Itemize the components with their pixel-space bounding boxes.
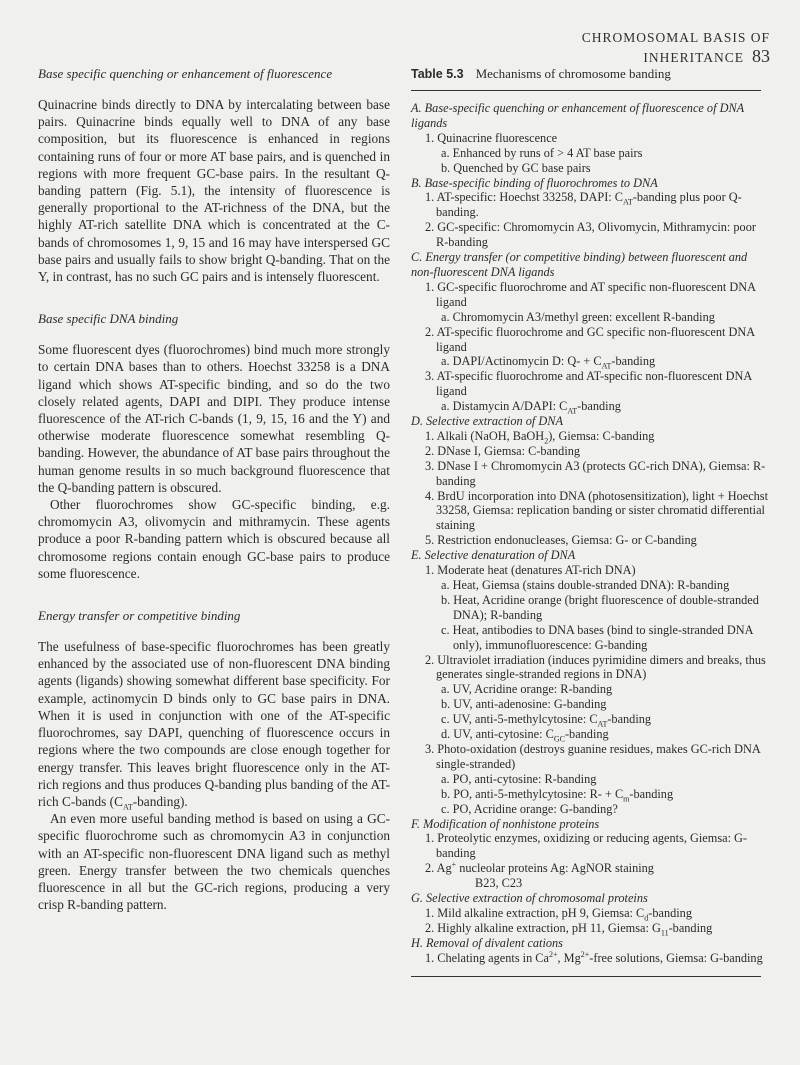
section-heading-quenching: Base specific quenching or enhancement of fluorescence bbox=[38, 66, 333, 81]
left-column bbox=[38, 66, 390, 913]
table-section: A. Base-specific quenching or enhancement of fluorescence of DNA ligands bbox=[411, 101, 744, 130]
table-subitem: b. Heat, Acridine orange (bright fluorescence of double-stranded DNA); R-banding bbox=[441, 592, 759, 622]
page-number: 83 bbox=[752, 46, 770, 66]
item-text: -banding bbox=[607, 712, 652, 727]
table-caption bbox=[411, 66, 768, 82]
table-label: Table 5.3 bbox=[411, 67, 464, 81]
table-subitem: a. Enhanced by runs of > 4 AT base pairs bbox=[441, 145, 643, 160]
table-item bbox=[422, 429, 768, 444]
table-bottom-rule bbox=[411, 976, 761, 977]
table-subitem: b. UV, anti-adenosine: G-banding bbox=[441, 697, 607, 712]
item-text: b. PO, anti-5-methylcytosine: R- + C bbox=[441, 786, 624, 801]
item-text: -banding bbox=[668, 920, 713, 935]
subscript: GC bbox=[553, 734, 565, 744]
subscript: AT bbox=[623, 197, 633, 207]
table-item: 2. DNase I, Giemsa: C-banding bbox=[425, 443, 581, 458]
paragraph: An even more useful banding method is based on using a GC-specific fluorochrome such as chromomycin A3 in conjunction with an AT-specific non-fluorescent DNA ligand such as methyl green. Energy transfer between the two chemicals quenches fluorescence in all but the GC-rich regions, producing a very crisp R-banding pattern. bbox=[38, 811, 390, 913]
item-text: -banding bbox=[611, 354, 656, 369]
table-item bbox=[422, 921, 768, 936]
table-item-continuation: B23, C23 bbox=[475, 876, 523, 891]
table-subitem: a. PO, anti-cytosine: R-banding bbox=[441, 771, 597, 786]
table-item: 5. Restriction endonucleases, Giemsa: G- or C-banding bbox=[425, 533, 697, 548]
subscript: AT bbox=[567, 406, 578, 416]
table-subitem bbox=[423, 787, 768, 802]
table-item: 1. Moderate heat (denatures AT-rich DNA) bbox=[425, 563, 636, 578]
table-item: 4. BrdU incorporation into DNA (photosensitization), light + Hoechst 33258, Giemsa: replication banding or sister chromatid differential staining bbox=[425, 488, 769, 533]
paragraph: Some fluorescent dyes (fluorochromes) bind much more strongly to certain DNA bases than to others. Hoechst 33258 is a DNA ligand which shows AT-specific binding, and so do the two closely related agents, DAPI and DIPI. They produce intense fluorescence of the AT-rich C-bands (1, 9, 15, 16 and the Y) and otherwise moderate fluorescence somewhat resembling Q-banding. However, the abundance of AT base pairs throughout the human genome results in so much background fluorescence that the Q-banding pattern is obscured. bbox=[38, 342, 390, 495]
table-item: 2. GC-specific: Chromomycin A3, Olivomycin, Mithramycin: poor R-banding bbox=[425, 220, 756, 250]
table-subitem bbox=[423, 727, 768, 742]
item-text: a. Distamycin A/DAPI: C bbox=[441, 399, 568, 414]
table-section: F. Modification of nonhistone proteins bbox=[411, 816, 600, 831]
subscript: d bbox=[644, 913, 649, 923]
table-subitem bbox=[423, 399, 768, 414]
table-column bbox=[411, 66, 768, 987]
superscript: 2+ bbox=[548, 949, 558, 959]
paragraph: Other fluorochromes show GC-specific binding, e.g. chromomycin A3, olivomycin and mithramycin. These agents produce a poor R-banding pattern which is obscured because all chromosome regions contain enough GC-base pairs to produce some fluorescence. bbox=[38, 497, 390, 581]
table-body bbox=[411, 101, 768, 966]
item-text: -banding bbox=[564, 727, 609, 742]
table-section: E. Selective denaturation of DNA bbox=[411, 548, 576, 563]
item-text: c. UV, anti-5-methylcytosine: C bbox=[441, 712, 598, 727]
paragraph-text: The usefulness of base-specific fluorochromes has been greatly enhanced by the associated use of non-fluorescent DNA binding agents (ligands) showing somewhat different base specificity. For example, actinomycin D binds only to GC base pairs in DNA. When it is used in conjunction with one of the AT-specific fluorochromes, say DAPI, quenching of fluorescence occurs in regions where the two compounds are close enough together for energy transfer. This leaves bright fluorescence only in the AT-rich regions and thus produces Q-banding plus banding of the AT-rich C-bands (C bbox=[38, 639, 390, 809]
table-subitem: a. Chromomycin A3/methyl green: excellent R-banding bbox=[441, 309, 715, 324]
item-text: 1. Chelating agents in Ca bbox=[425, 950, 549, 965]
table-section: G. Selective extraction of chromosomal proteins bbox=[411, 891, 648, 906]
item-text: 1. Alkali (NaOH, BaOH bbox=[425, 428, 545, 443]
table-subitem: b. Quenched by GC base pairs bbox=[441, 160, 591, 175]
table-section: D. Selective extraction of DNA bbox=[411, 414, 563, 429]
paragraph-text: -banding). bbox=[132, 793, 188, 809]
section-heading-energy-transfer: Energy transfer or competitive binding bbox=[38, 608, 241, 624]
superscript: + bbox=[451, 860, 457, 870]
item-text: -banding bbox=[629, 786, 674, 801]
table-item bbox=[422, 861, 768, 876]
table-item: 1. GC-specific fluorochrome and AT specific non-fluorescent DNA ligand bbox=[425, 279, 756, 309]
table-item: 3. DNase I + Chromomycin A3 (protects GC-rich DNA), Giemsa: R-banding bbox=[425, 458, 766, 488]
item-text: 1. AT-specific: Hoechst 33258, DAPI: C bbox=[425, 190, 623, 205]
table-item bbox=[422, 951, 768, 966]
subscript: AT bbox=[597, 719, 608, 729]
table-section: B. Base-specific binding of fluorochromes to DNA bbox=[411, 175, 658, 190]
table-item: 1. Quinacrine fluorescence bbox=[425, 130, 558, 145]
table-subitem bbox=[423, 354, 768, 369]
table-title: Mechanisms of chromosome banding bbox=[475, 66, 671, 81]
item-text: 1. Mild alkaline extraction, pH 9, Giemsa: C bbox=[425, 905, 645, 920]
table-item: 3. AT-specific fluorochrome and AT-specific non-fluorescent DNA ligand bbox=[425, 369, 752, 399]
item-text: nucleolar proteins Ag: AgNOR staining bbox=[456, 861, 654, 876]
running-header bbox=[480, 30, 770, 67]
section-heading-binding: Base specific DNA binding bbox=[38, 311, 179, 327]
item-text: a. DAPI/Actinomycin D: Q- + C bbox=[441, 354, 602, 369]
table-item bbox=[422, 190, 768, 220]
table-subitem: c. Heat, antibodies to DNA bases (bind to single-stranded DNA only), immunofluorescence: G-banding bbox=[441, 622, 753, 652]
table-item: 3. Photo-oxidation (destroys guanine residues, makes GC-rich DNA single-stranded) bbox=[425, 741, 761, 771]
table-item bbox=[422, 906, 768, 921]
item-text: d. UV, anti-cytosine: C bbox=[441, 727, 554, 742]
table-subitem: a. Heat, Giemsa (stains double-stranded DNA): R-banding bbox=[441, 578, 730, 592]
item-text: -banding plus poor Q-banding. bbox=[436, 190, 742, 220]
item-text: -banding bbox=[648, 905, 692, 920]
item-text: 2. Highly alkaline extraction, pH 11, Giemsa: G bbox=[425, 920, 661, 935]
running-title: CHROMOSOMAL BASIS OF INHERITANCE bbox=[581, 30, 770, 65]
subscript: AT bbox=[601, 361, 612, 371]
table-subitem: c. PO, Acridine orange: G-banding? bbox=[441, 801, 618, 816]
table-section: H. Removal of divalent cations bbox=[411, 935, 563, 950]
item-text: -free solutions, Giemsa: G-banding bbox=[589, 950, 763, 965]
subscript: 11 bbox=[660, 928, 669, 938]
table-item: 2. AT-specific fluorochrome and GC specific non-fluorescent DNA ligand bbox=[425, 324, 755, 354]
subscript: m bbox=[623, 794, 630, 804]
table-top-rule bbox=[411, 90, 761, 91]
subscript: 2 bbox=[544, 436, 549, 446]
paragraph: Quinacrine binds directly to DNA by intercalating between base pairs. Quinacrine binds equally well to DNA of any base composition, but its fluorescence is enhanced in regions containing runs of four or more AT base pairs, and is quenched in regions with more frequent GC-base pairs. In the resultant Q-banding pattern (Fig. 5.1), the intensity of fluorescence is generally proportional to the AT-richness of the DNA, but the highly AT-rich satellite DNA which is concentrated at the C-bands of chromosomes 1, 9, 15 and 16 may have interspersed GC base pairs and usually fails to show bright Q-banding. That on the Y, in contrast, has no such GC pairs and is intensely fluorescent. bbox=[38, 97, 390, 285]
table-item: 1. Proteolytic enzymes, oxidizing or reducing agents, Giemsa: G-banding bbox=[425, 831, 748, 861]
item-text: -banding bbox=[577, 399, 621, 414]
item-text: , Mg bbox=[557, 950, 581, 965]
table-section: C. Energy transfer (or competitive binding) between fluorescent and non-fluorescent DNA ligands bbox=[411, 250, 748, 279]
item-text: ), Giemsa: C-banding bbox=[548, 428, 655, 443]
superscript: 2+ bbox=[580, 949, 590, 959]
paragraph bbox=[38, 638, 390, 810]
table-subitem bbox=[423, 712, 768, 727]
table-item: 2. Ultraviolet irradiation (induces pyrimidine dimers and breaks, thus generates single-stranded regions in DNA) bbox=[425, 652, 766, 682]
subscript: AT bbox=[122, 802, 133, 812]
table-subitem: a. UV, Acridine orange: R-banding bbox=[441, 682, 613, 697]
item-text: 2. Ag bbox=[425, 861, 452, 876]
